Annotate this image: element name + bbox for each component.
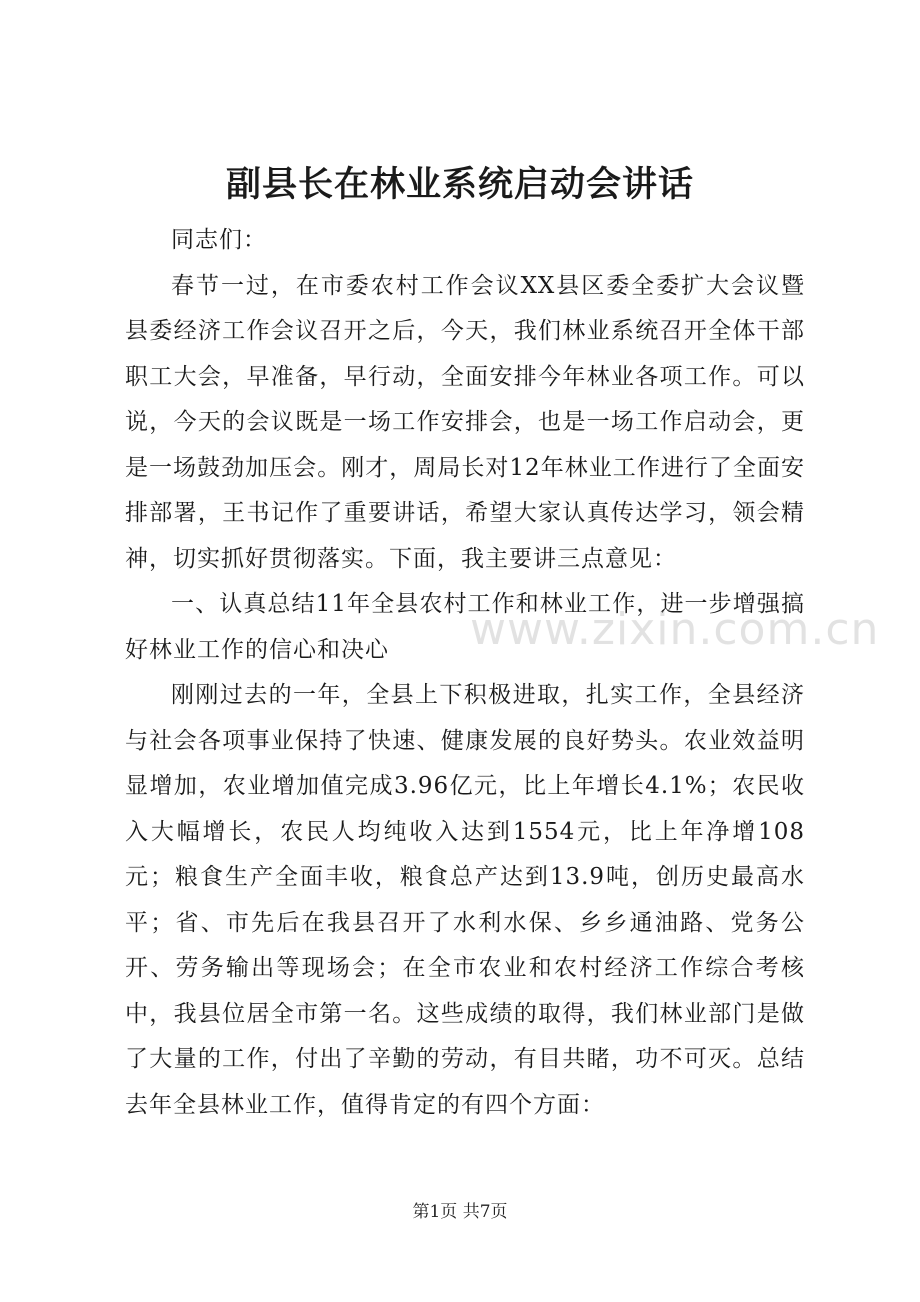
salutation-paragraph: 同志们：	[171, 227, 267, 253]
summary-paragraph: 刚刚过去的一年，全县上下积极进取，扎实工作，全县经济与社会各项事业保持了快速、健康发展的良好势头。农业效益明显增加，农业增加值完成3.96亿元，比上年增长4.1%；农民收入大幅增长，农民人均纯收入达到1554元，比上年净增108元；粮食生产全面丰收，粮食总产达到13.9吨，创历史最高水平；省、市先后在我县召开了水利水保、乡乡通油路、党务公开、劳务输出等现场会；在全市农业和农村经济工作综合考核中，我县位居全市第一名。这些成绩的取得，我们林业部门是做了大量的工作，付出了辛勤的劳动，有目共睹，功不可灭。总结去年全县林业工作，值得肯定的有四个方面：	[125, 682, 805, 1118]
page-footer: 第1页 共7页	[412, 1202, 508, 1222]
opening-paragraph: 春节一过，在市委农村工作会议XX县区委全委扩大会议暨县委经济工作会议召开之后，今天，我们林业系统召开全体干部职工大会，早准备，早行动，全面安排今年林业各项工作。可以说，今天的会议既是一场工作安排会，也是一场工作启动会，更是一场鼓劲加压会。刚才，周局长对12年林业工作进行了全面安排部署，王书记作了重要讲话，希望大家认真传达学习，领会精神，切实抓好贯彻落实。下面，我主要讲三点意见：	[125, 272, 805, 572]
document-body	[125, 218, 805, 1128]
section-heading-1: 一、认真总结11年全县农村工作和林业工作，进一步增强搞好林业工作的信心和决心	[125, 591, 805, 663]
document-title: 副县长在林业系统启动会讲话	[225, 164, 694, 205]
watermark: www.zixin.com.cn	[470, 604, 880, 655]
